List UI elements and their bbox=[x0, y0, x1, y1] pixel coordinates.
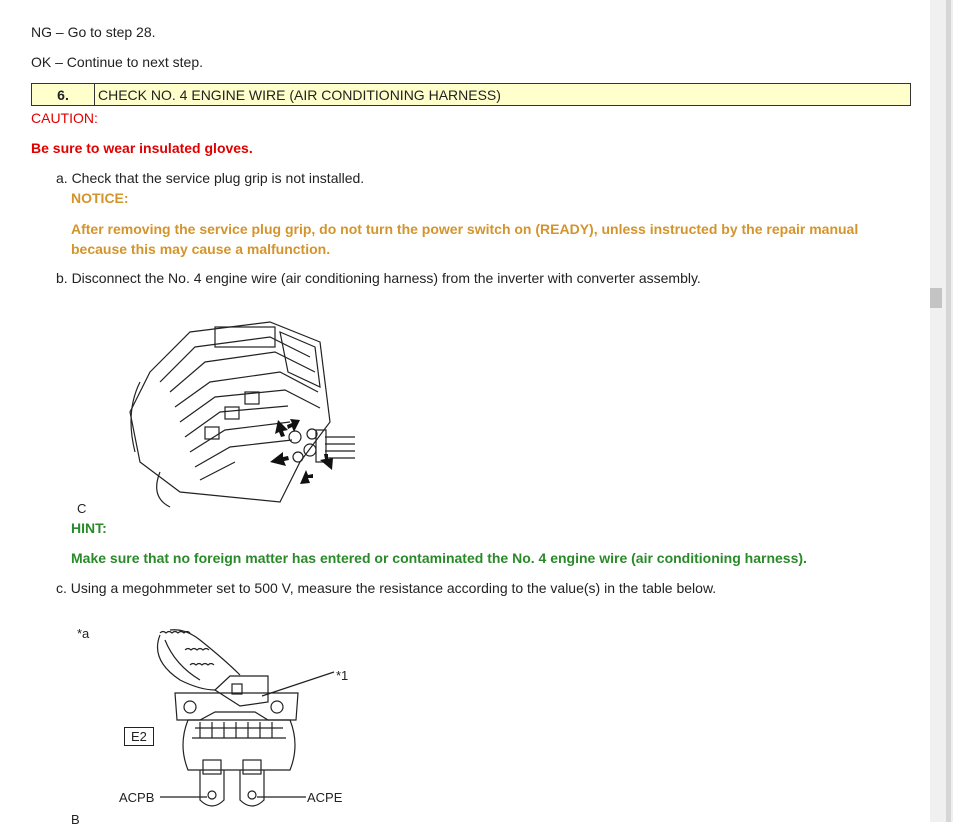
step-item-a: a. Check that the service plug grip is not installed. bbox=[56, 170, 365, 186]
terminal-acpe-label: ACPE bbox=[307, 790, 343, 805]
step-title: CHECK NO. 4 ENGINE WIRE (AIR CONDITIONING HARNESS) bbox=[98, 86, 501, 103]
step-item-b: b. Disconnect the No. 4 engine wire (air conditioning harness) from the inverter with converter assembly. bbox=[56, 270, 701, 286]
vertical-scrollbar[interactable] bbox=[930, 0, 953, 822]
inverter-illustration bbox=[120, 312, 360, 512]
hint-text: Make sure that no foreign matter has entered or contaminated the No. 4 engine wire (air conditioning harness). bbox=[71, 550, 807, 566]
figure2-label-1: *1 bbox=[336, 668, 349, 683]
notice-label: NOTICE: bbox=[71, 190, 129, 206]
step-number: 6. bbox=[32, 84, 95, 105]
scrollbar-rail bbox=[946, 0, 951, 822]
connector-diagram bbox=[60, 620, 390, 822]
step-header bbox=[31, 83, 911, 106]
step-item-c: c. Using a megohmmeter set to 500 V, measure the resistance according to the value(s) in the table below. bbox=[56, 580, 717, 596]
terminal-acpb-label: ACPB bbox=[119, 790, 155, 805]
figure2-bottom-label: B bbox=[71, 812, 80, 827]
ok-instruction: OK – Continue to next step. bbox=[31, 54, 203, 70]
hint-label: HINT: bbox=[71, 520, 107, 536]
figure2-label-a: *a bbox=[77, 626, 90, 641]
ng-instruction: NG – Go to step 28. bbox=[31, 24, 156, 40]
notice-text: After removing the service plug grip, do not turn the power switch on (READY), unless instructed by the repair manual because this may cause a malfunction. bbox=[71, 221, 859, 257]
caution-text: Be sure to wear insulated gloves. bbox=[31, 140, 253, 156]
figure1-caption: C bbox=[77, 501, 87, 516]
caution-label: CAUTION: bbox=[31, 110, 98, 126]
scrollbar-thumb[interactable] bbox=[930, 288, 942, 308]
connector-id-label: E2 bbox=[124, 727, 154, 746]
